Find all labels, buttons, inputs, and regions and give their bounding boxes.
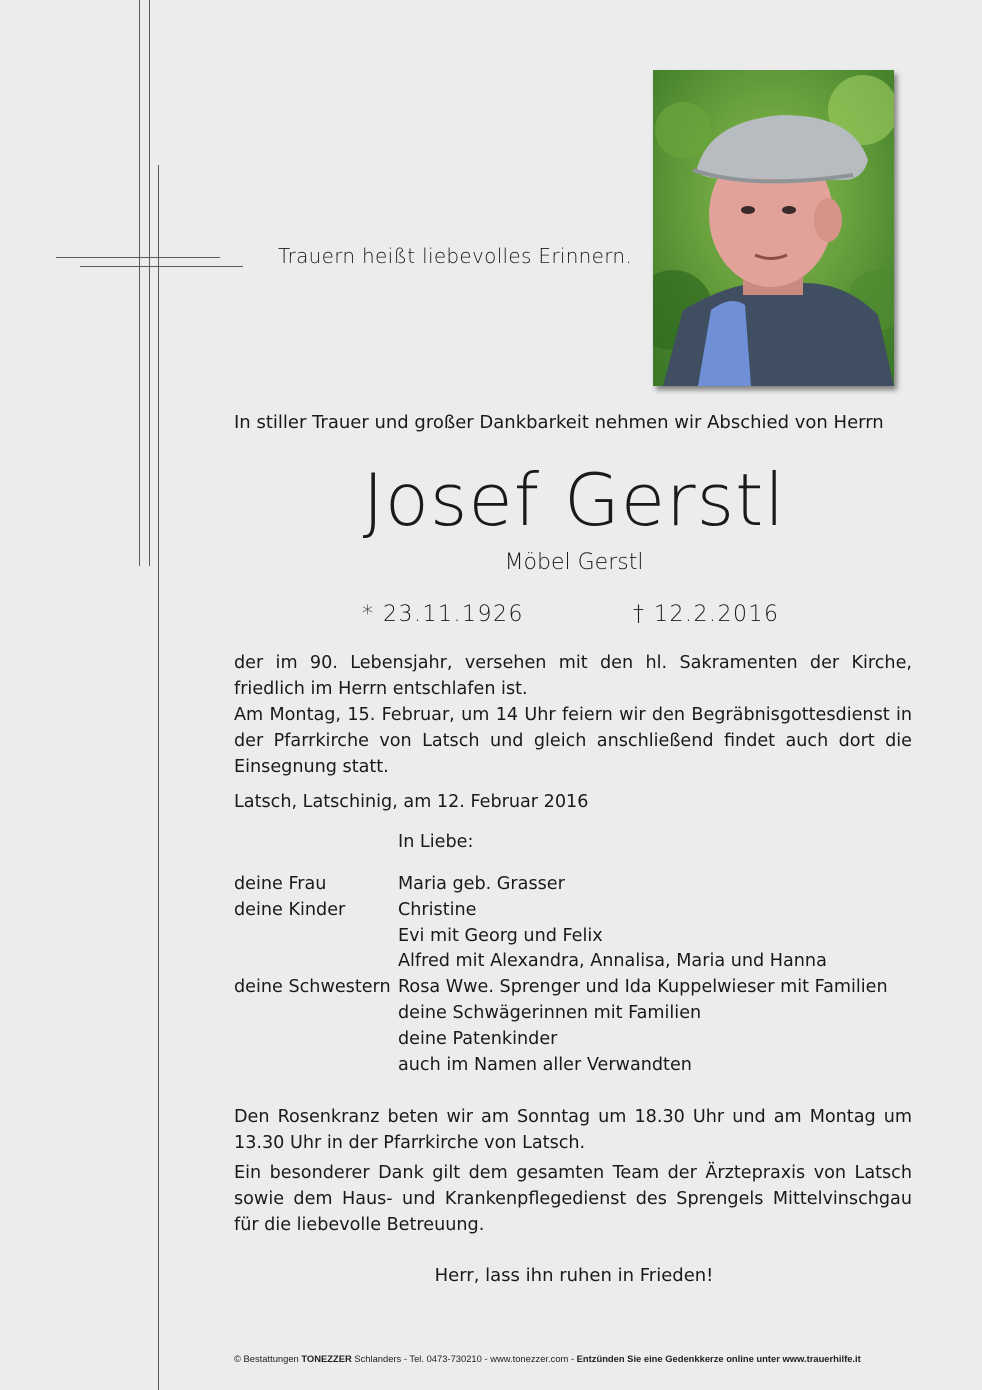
mourner-row [234, 949, 914, 975]
mourner-row [234, 924, 914, 950]
mourner-row [234, 872, 914, 898]
mourner-name: auch im Namen aller Verwandten [398, 1054, 692, 1075]
mourner-role [234, 949, 398, 975]
mourner-role: deine Kinder [234, 899, 346, 920]
death-date: † 12.2.2016 [633, 602, 780, 627]
birth-date: * 23.11.1926 [362, 602, 524, 627]
footer-prefix: © Bestattungen [234, 1353, 302, 1364]
mourner-row [234, 1053, 914, 1079]
mourner-name: deine Schwägerinnen mit Familien [398, 1002, 702, 1023]
mourner-name: deine Patenkinder [398, 1028, 558, 1049]
mourner-name: Maria geb. Grasser [398, 874, 565, 894]
deceased-name: Josef Gerstl [362, 458, 786, 542]
mourner-row [234, 898, 914, 924]
mourner-role: deine Frau [234, 874, 327, 894]
mourner-name: Evi mit Georg und Felix [398, 925, 603, 946]
paragraph-thanks: Ein besonderer Dank gilt dem gesamten Team der Ärztepraxis von Latsch sowie dem Haus- und Krankenpflegedienst des Sprengels Mittelvinschgau für die liebevolle Betreuung. [234, 1163, 912, 1235]
intro-text: In stiller Trauer und großer Dankbarkeit nehmen wir Abschied von Herrn [234, 412, 884, 433]
portrait-photo [653, 70, 894, 386]
mourner-name: Alfred mit Alexandra, Annalisa, Maria und Hanna [398, 951, 827, 972]
mourner-role [234, 1001, 398, 1027]
mourner-name: Rosa Wwe. Sprenger und Ida Kuppelwieser mit Familien [398, 977, 888, 998]
footer-brand: TONEZZER [301, 1353, 352, 1364]
paragraph-rosary: Den Rosenkranz beten wir am Sonntag um 18.30 Uhr und am Montag um 13.30 Uhr in der Pfarrkirche von Latsch. [234, 1107, 912, 1153]
footer-credit [234, 1353, 904, 1364]
mourner-role [234, 1027, 398, 1053]
motto: Trauern heißt liebevolles Erinnern. [278, 244, 633, 268]
paragraph-funeral: Am Montag, 15. Februar, um 14 Uhr feiern wir den Begräbnisgottesdienst in der Pfarrkirche von Latsch und gleich anschließend findet auch dort die Einsegnung statt. [234, 705, 912, 777]
deceased-company: Möbel Gerstl [504, 550, 644, 575]
footer-middle: Schlanders - Tel. 0473-730210 - www.tonezzer.com - [351, 1353, 577, 1364]
footer-cta-link[interactable]: Entzünden Sie eine Gedenkkerze online unter www.trauerhilfe.it [576, 1353, 861, 1364]
place-date: Latsch, Latschinig, am 12. Februar 2016 [234, 792, 589, 812]
mourner-role [234, 1053, 398, 1079]
mourner-row [234, 975, 914, 1001]
mourner-role [234, 924, 398, 950]
mourner-name: Christine [398, 899, 477, 920]
in-love-heading: In Liebe: [398, 832, 474, 852]
mourner-row [234, 1027, 914, 1053]
mourner-row [234, 1001, 914, 1027]
closing-prayer: Herr, lass ihn ruhen in Frieden! [434, 1265, 714, 1286]
mourners-list [234, 872, 914, 1078]
paragraph-death: der im 90. Lebensjahr, versehen mit den hl. Sakramenten der Kirche, friedlich im Herrn entschlafen ist. [234, 653, 912, 699]
mourner-role: deine Schwestern [234, 977, 391, 998]
cross-ornament [0, 0, 260, 1390]
